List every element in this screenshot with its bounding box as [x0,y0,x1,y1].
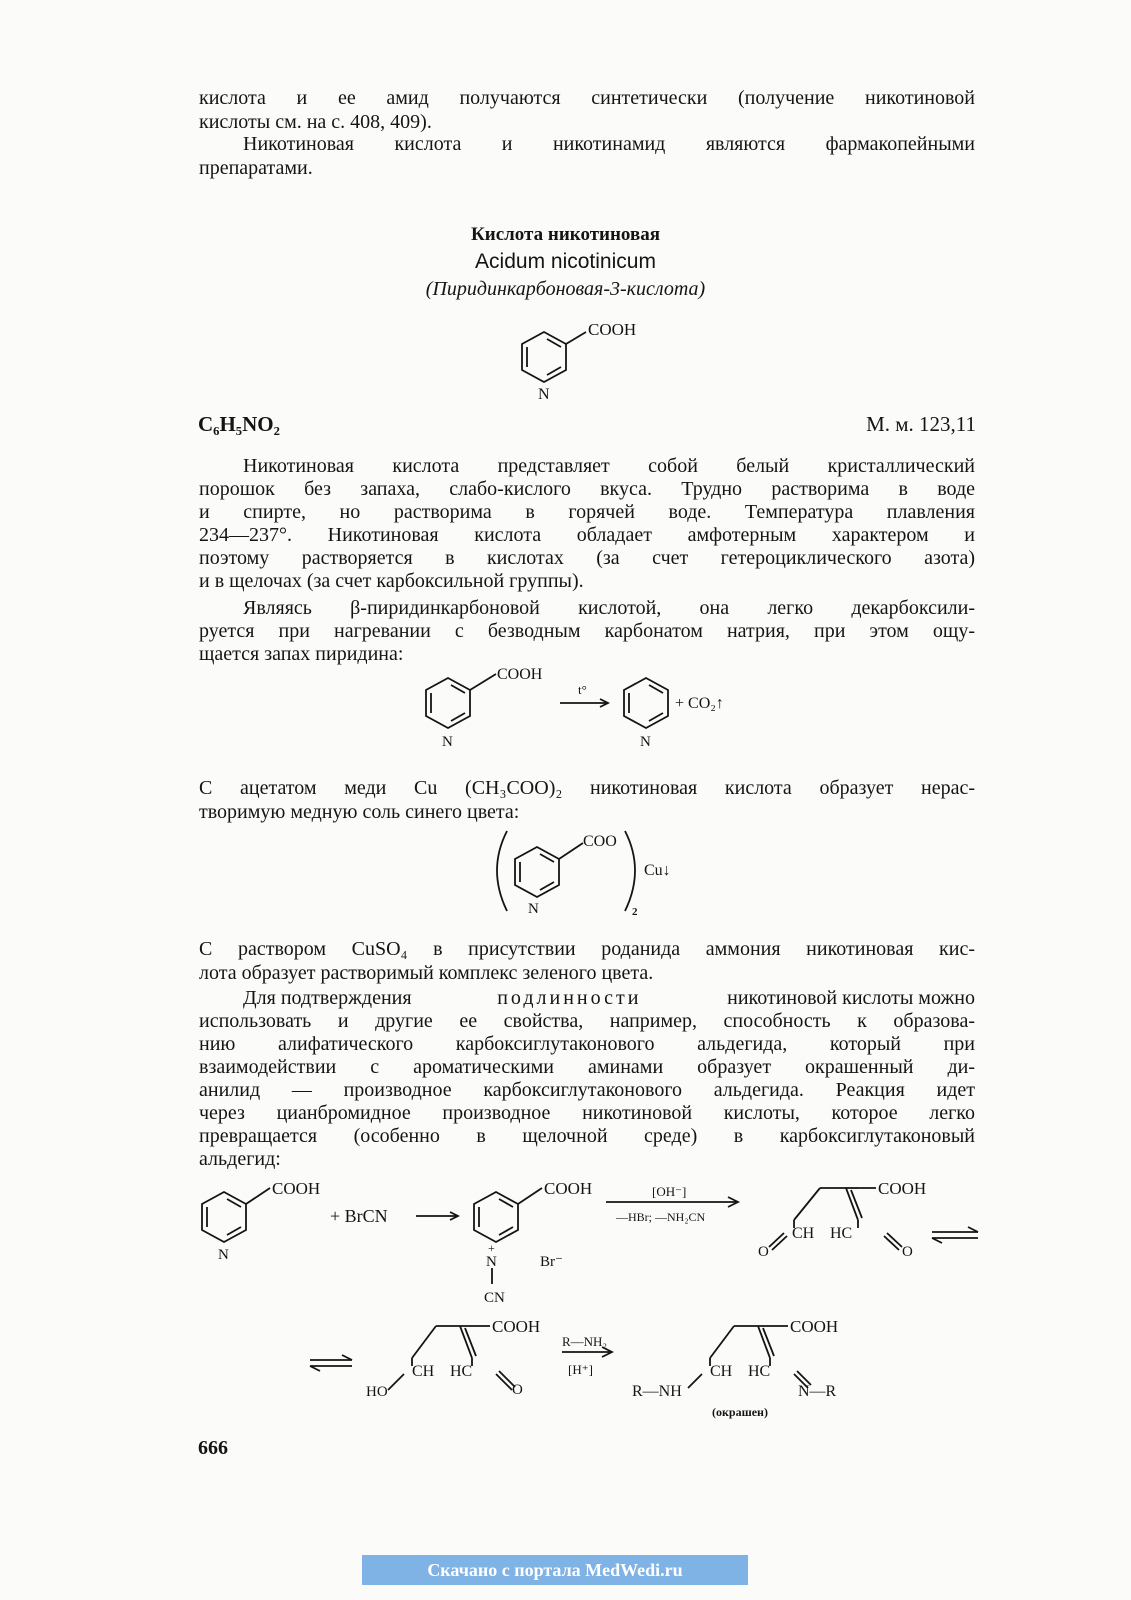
identity-emphasis: подлинности [497,987,642,1009]
decarbox-line-2: руется при нагревании с безводным карбонатом натрия, при этом ощу- [199,620,975,642]
nitrogen-label: N [218,1247,229,1263]
cooh-label: COOH [544,1179,593,1198]
cooh-label: COOH [878,1179,927,1198]
cyanobromide-reaction-row-2 [300,1310,900,1430]
heat-label: t° [578,682,587,697]
nitrogen-label: N [640,734,651,750]
oxygen-label: O [512,1382,523,1398]
identity-line-8: альдегид: [199,1148,281,1170]
identity-line-7: превращается (особенно в щелочной среде) в карбоксиглутаконовый [199,1125,975,1147]
identity-text-b: никотиновой кислоты можно [727,987,975,1009]
cooh-label: COOH [790,1317,839,1336]
coo-label: COO [583,833,617,850]
nitrogen-label: N [486,1254,497,1270]
cyanobromide-reaction-row-1 [190,1170,990,1315]
ch-label: CH [710,1363,733,1380]
nitrogen-label: N [538,386,550,403]
brcn-label: + BrCN [330,1206,388,1226]
ho-label: HO [366,1384,388,1400]
copper-line-1: С ацетатом меди Cu (CH₃COO)₂ никотиновая кислота образует нерас- [199,777,975,799]
decarbox-line-3: щается запах пиридина: [199,643,404,665]
copper-line-2: творимую медную соль синего цвета: [199,801,520,823]
elimination-label: —HBr; —NH₂CN [616,1210,706,1224]
n-plus-charge: + [488,1241,495,1255]
identity-line-6: через цианбромидное производное никотиновой кислоты, которое легко [199,1102,975,1124]
bromide-label: Br⁻ [540,1254,563,1270]
ch-label: CH [792,1225,815,1242]
monograph-latin-name: Acidum nicotinicum [475,250,656,273]
subscript-two: 2 [632,906,638,918]
download-banner: Скачано с портала MedWedi.ru [362,1555,748,1585]
cooh-label: COOH [492,1317,541,1336]
cuso4-line-2: лота образует растворимый комплекс зеленого цвета. [199,962,654,984]
co2-label: + CO₂↑ [675,695,724,712]
intro-line-1: кислота и ее амид получаются синтетически (получение никотиновой [199,87,975,109]
molar-mass: М. м. 123,11 [866,412,976,436]
intro-line-2: кислоты см. на с. 408, 409). [199,111,432,133]
ch-label: CH [412,1363,435,1380]
description-line-1: Никотиновая кислота представляет собой белый кристаллический [243,455,975,477]
description-line-2: порошок без запаха, слабо-кислого вкуса. Трудно растворима в воде [199,478,975,500]
cuso4-line-1: С раствором CuSO₄ в присутствии роданида аммония никотиновая кис- [199,938,975,960]
identity-line-3: нию алифатического карбоксиглутаконового альдегида, который при [199,1033,975,1055]
nicotinic-acid-structure [500,310,660,405]
description-line-3: и спирте, но растворима в горячей воде. Температура плавления [199,501,975,523]
r-nh-label: R—NH [632,1383,682,1400]
cooh-label: COOH [497,666,543,683]
identity-line-4: взаимодействии с ароматическими аминами образует окрашенный ди- [199,1056,975,1078]
nitrogen-label: N [528,901,539,917]
identity-text-a: Для подтверждения [243,987,412,1009]
n-r-label: N—R [798,1383,837,1400]
cooh-label: COOH [588,320,637,339]
page-number: 666 [198,1437,228,1459]
decarboxylation-scheme [410,660,790,755]
copper-precipitate-label: Cu↓ [644,862,671,879]
description-line-4: 234—237°. Никотиновая кислота обладает амфотерным характером и [199,524,975,546]
hc-label: HC [830,1225,853,1242]
identity-line-1 [243,986,975,1010]
oxygen-label: O [902,1244,913,1260]
molecular-formula: C₆H₅NO₂ [198,412,280,436]
acid-catalyst-label: [H⁺] [568,1362,593,1377]
description-line-6: и в щелочах (за счет карбоксильной группы). [199,570,584,592]
oxygen-label: O [758,1244,769,1260]
copper-salt-structure [485,825,705,920]
description-line-5: поэтому растворяется в кислотах (за счет гетероциклического азота) [199,547,975,569]
pharmacopeia-line-2: препаратами. [199,157,313,179]
hydroxide-label: [OH⁻] [652,1184,687,1199]
cn-label: CN [484,1290,505,1306]
hc-label: HC [748,1363,771,1380]
nitrogen-label: N [442,734,453,750]
identity-line-2: использовать и другие ее свойства, например, способность к образова- [199,1010,975,1032]
amine-reagent-label: R—NH₂ [562,1334,607,1349]
hc-label: HC [450,1363,473,1380]
cooh-label: COOH [272,1179,321,1198]
monograph-chemical-name: (Пиридинкарбоновая-3-кислота) [425,278,706,300]
decarbox-line-1: Являясь β-пиридинкарбоновой кислотой, она легко декарбоксили- [243,597,975,619]
pharmacopeia-line-1: Никотиновая кислота и никотинамид являются фармакопейными [243,133,975,155]
colored-note: (окрашен) [712,1405,768,1419]
identity-line-5: анилид — производное карбоксиглутаконового альдегида. Реакция идет [199,1079,975,1101]
monograph-title: Кислота никотиновая [470,224,661,245]
